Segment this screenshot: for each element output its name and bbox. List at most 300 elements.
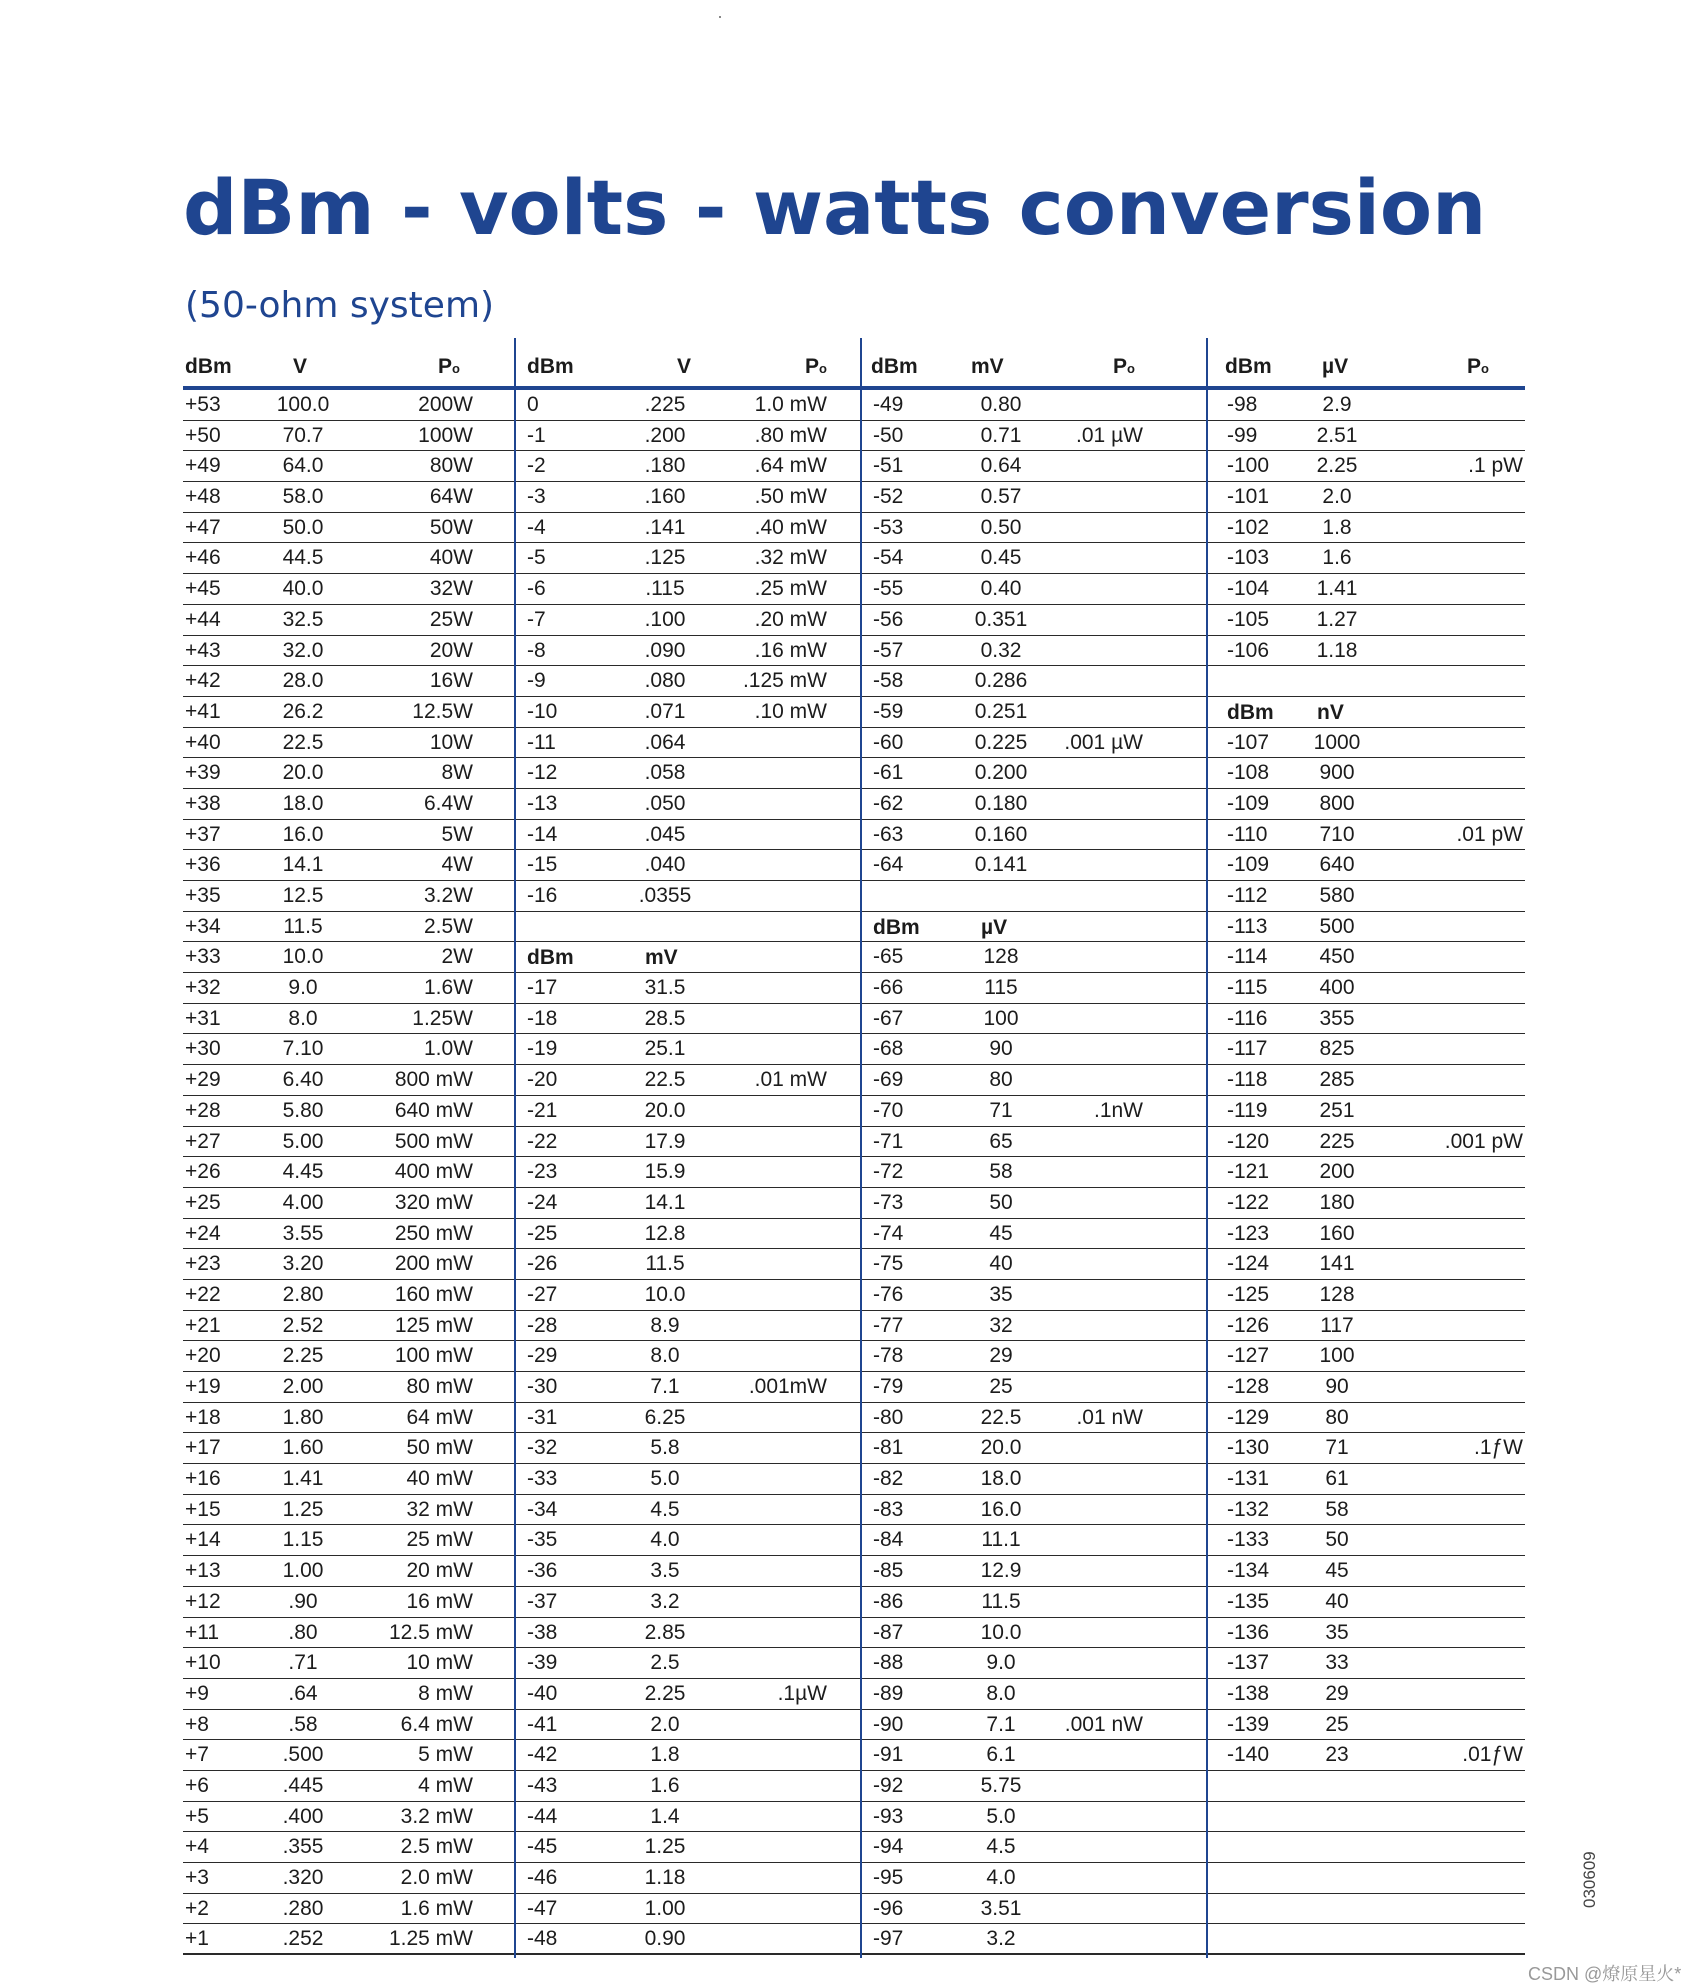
cell-dbm: -102 bbox=[1227, 515, 1270, 539]
table-row bbox=[861, 1219, 1207, 1250]
cell-value: 4.00 bbox=[282, 1190, 324, 1214]
cell-dbm: -15 bbox=[527, 853, 558, 877]
table-row bbox=[515, 1587, 861, 1618]
cell-value: 1.6 bbox=[650, 1773, 680, 1797]
cell-dbm: -83 bbox=[873, 1497, 904, 1521]
cell-value: 90 bbox=[989, 1037, 1013, 1061]
table-row bbox=[183, 574, 515, 605]
cell-dbm: -75 bbox=[873, 1252, 904, 1276]
cell-dbm: -18 bbox=[527, 1006, 558, 1030]
table-row bbox=[515, 1924, 861, 1955]
cell-po: .25 mW bbox=[754, 577, 827, 601]
cell-value: 400 bbox=[1319, 976, 1355, 1000]
cell-po: 40W bbox=[429, 546, 473, 570]
cell-dbm: +1 bbox=[185, 1927, 209, 1951]
table-row bbox=[861, 973, 1207, 1004]
cell-po: 6.4 mW bbox=[400, 1712, 473, 1736]
cell-dbm: -31 bbox=[527, 1405, 558, 1429]
table-row bbox=[183, 850, 515, 881]
cell-po: .001 pW bbox=[1444, 1129, 1523, 1153]
table-row bbox=[183, 1924, 515, 1955]
cell-po: 5W bbox=[441, 822, 473, 846]
cell-value: .040 bbox=[644, 853, 686, 877]
cell-dbm: -105 bbox=[1227, 607, 1270, 631]
table-row bbox=[1207, 1740, 1525, 1771]
table-row bbox=[1207, 850, 1525, 881]
table-row bbox=[515, 666, 861, 697]
cell-value: 500 bbox=[1319, 914, 1355, 938]
stray-dot bbox=[719, 16, 721, 18]
cell-value: 1.80 bbox=[282, 1405, 324, 1429]
cell-dbm: -98 bbox=[1227, 393, 1258, 416]
cell-dbm: +31 bbox=[185, 1006, 221, 1030]
table-row bbox=[861, 789, 1207, 820]
cell-value: 3.51 bbox=[980, 1896, 1022, 1920]
cell-dbm: -94 bbox=[873, 1835, 904, 1859]
cell-value: 35 bbox=[989, 1282, 1013, 1306]
cell-po: 5 mW bbox=[418, 1743, 473, 1767]
table-row bbox=[183, 482, 515, 513]
cell-dbm: -12 bbox=[527, 761, 558, 785]
cell-dbm: -19 bbox=[527, 1037, 558, 1061]
cell-value: 117 bbox=[1320, 1313, 1354, 1337]
cell-po: 2.5 mW bbox=[400, 1835, 473, 1859]
cell-dbm: -36 bbox=[527, 1559, 558, 1583]
cell-dbm: -103 bbox=[1227, 546, 1270, 570]
header-dbm: dBm bbox=[871, 355, 918, 378]
cell-po: .01 nW bbox=[1076, 1405, 1143, 1429]
cell-value: 0.45 bbox=[980, 546, 1022, 570]
cell-po: 200 mW bbox=[394, 1252, 473, 1276]
table-row bbox=[861, 758, 1207, 789]
table-row bbox=[1207, 1525, 1525, 1556]
table-row bbox=[861, 482, 1207, 513]
cell-value: 285 bbox=[1319, 1068, 1355, 1092]
cell-dbm: +21 bbox=[185, 1313, 221, 1337]
table-row bbox=[183, 1525, 515, 1556]
cell-value: 16.0 bbox=[980, 1497, 1022, 1521]
cell-value: 450 bbox=[1319, 945, 1355, 969]
cell-value: 1.41 bbox=[282, 1467, 324, 1491]
cell-dbm: -63 bbox=[873, 822, 904, 846]
cell-value: 22.5 bbox=[282, 730, 324, 754]
cell-po: 100W bbox=[418, 423, 473, 447]
table-row bbox=[515, 1372, 861, 1403]
cell-value: 1.00 bbox=[644, 1896, 686, 1920]
cell-po: 2.5W bbox=[423, 914, 473, 938]
cell-value: .045 bbox=[644, 822, 686, 846]
cell-value: 64.0 bbox=[282, 454, 324, 478]
cell-value: 3.55 bbox=[282, 1221, 324, 1245]
cell-dbm: -127 bbox=[1227, 1344, 1270, 1368]
cell-dbm: -57 bbox=[873, 638, 904, 662]
cell-value: 115 bbox=[984, 976, 1018, 1000]
cell-dbm: +3 bbox=[185, 1866, 209, 1889]
cell-value: 80 bbox=[989, 1068, 1013, 1092]
table-row bbox=[183, 1464, 515, 1495]
cell-po: 160 mW bbox=[394, 1282, 473, 1306]
cell-dbm: -101 bbox=[1227, 485, 1270, 509]
cell-dbm: -32 bbox=[527, 1436, 558, 1460]
cell-dbm: +24 bbox=[185, 1221, 221, 1245]
panel-2 bbox=[515, 338, 861, 1958]
table-row bbox=[861, 1280, 1207, 1311]
cell-dbm: -8 bbox=[527, 638, 546, 662]
cell-value: 8.0 bbox=[986, 1681, 1016, 1705]
cell-value: 8.0 bbox=[288, 1006, 318, 1030]
table-row bbox=[861, 1372, 1207, 1403]
cell-value: 2.80 bbox=[282, 1282, 324, 1306]
header-dbm: dBm bbox=[527, 355, 574, 378]
table-row bbox=[861, 850, 1207, 881]
cell-dbm: -110 bbox=[1227, 822, 1268, 846]
cell-dbm: -20 bbox=[527, 1068, 558, 1092]
table-row bbox=[1207, 1127, 1525, 1158]
table-row bbox=[1207, 1065, 1525, 1096]
table-row bbox=[515, 1464, 861, 1495]
table-row bbox=[515, 820, 861, 851]
cell-value: 17.9 bbox=[644, 1129, 686, 1153]
table-row bbox=[515, 1863, 861, 1894]
table-row bbox=[515, 1188, 861, 1219]
cell-dbm: -62 bbox=[873, 791, 904, 815]
cell-dbm: -78 bbox=[873, 1344, 904, 1368]
cell-dbm: +12 bbox=[185, 1589, 221, 1613]
panel-rows bbox=[515, 390, 861, 1955]
table-row bbox=[183, 942, 515, 973]
cell-dbm: +13 bbox=[185, 1559, 221, 1583]
cell-dbm: -9 bbox=[527, 669, 546, 693]
table-row bbox=[861, 1679, 1207, 1710]
cell-value: 71 bbox=[1325, 1436, 1349, 1460]
table-row bbox=[183, 1311, 515, 1342]
table-row bbox=[1207, 1341, 1525, 1372]
cell-value: 0.71 bbox=[980, 423, 1022, 447]
cell-value: 3.20 bbox=[282, 1252, 324, 1276]
cell-dbm: +43 bbox=[185, 638, 221, 662]
cell-po: 640 mW bbox=[394, 1098, 473, 1122]
table-row bbox=[515, 1034, 861, 1065]
cell-dbm: -56 bbox=[873, 607, 904, 631]
cell-po: .80 mW bbox=[754, 423, 827, 447]
page-subtitle: (50-ohm system) bbox=[185, 285, 495, 326]
table-row bbox=[183, 451, 515, 482]
table-row bbox=[1207, 666, 1525, 697]
table-row bbox=[1207, 1249, 1525, 1280]
cell-value: 1.60 bbox=[282, 1436, 324, 1460]
table-row bbox=[861, 820, 1207, 851]
cell-po: .64 mW bbox=[754, 454, 827, 478]
cell-value: 40 bbox=[1325, 1589, 1349, 1613]
table-row bbox=[1207, 543, 1525, 574]
cell-dbm: -71 bbox=[873, 1129, 904, 1153]
table-row bbox=[861, 1924, 1207, 1955]
table-row bbox=[515, 1280, 861, 1311]
cell-dbm: -123 bbox=[1227, 1221, 1270, 1245]
cell-po: 2.0 mW bbox=[400, 1866, 473, 1889]
table-row bbox=[861, 1464, 1207, 1495]
cell-po: .1nW bbox=[1093, 1098, 1143, 1122]
cell-po: .001 nW bbox=[1064, 1712, 1143, 1736]
cell-dbm: +48 bbox=[185, 485, 221, 509]
cell-po: 25W bbox=[429, 607, 473, 631]
cell-dbm: -77 bbox=[873, 1313, 904, 1337]
table-row bbox=[861, 1034, 1207, 1065]
header-value: µV bbox=[1322, 355, 1349, 378]
cell-dbm: -121 bbox=[1227, 1160, 1270, 1184]
cell-value: 5.0 bbox=[986, 1804, 1016, 1828]
subheader-unit: µV bbox=[981, 915, 1008, 939]
cell-dbm: -11 bbox=[527, 730, 556, 754]
table-row bbox=[515, 942, 861, 973]
cell-value: .58 bbox=[288, 1712, 318, 1736]
table-row bbox=[1207, 789, 1525, 820]
cell-value: 28.0 bbox=[282, 669, 324, 693]
cell-dbm: -125 bbox=[1227, 1282, 1270, 1306]
cell-dbm: -5 bbox=[527, 546, 546, 570]
cell-dbm: -97 bbox=[873, 1927, 904, 1951]
cell-po: 16 mW bbox=[406, 1589, 473, 1613]
cell-po: 64W bbox=[429, 485, 473, 509]
cell-dbm: -104 bbox=[1227, 577, 1270, 601]
cell-dbm: -45 bbox=[527, 1835, 558, 1859]
cell-dbm: -51 bbox=[873, 454, 904, 478]
cell-value: 640 bbox=[1319, 853, 1355, 877]
table-row bbox=[1207, 1004, 1525, 1035]
cell-value: 26.2 bbox=[282, 699, 324, 723]
cell-value: 0.32 bbox=[980, 638, 1022, 662]
table-row bbox=[1207, 1832, 1525, 1863]
table-row bbox=[861, 1065, 1207, 1096]
table-row bbox=[1207, 1311, 1525, 1342]
table-row bbox=[515, 543, 861, 574]
cell-value: 1.25 bbox=[282, 1497, 324, 1521]
cell-dbm: -113 bbox=[1227, 914, 1268, 938]
cell-dbm: -25 bbox=[527, 1221, 558, 1245]
cell-dbm: -96 bbox=[873, 1896, 904, 1920]
cell-dbm: -124 bbox=[1227, 1252, 1270, 1276]
cell-value: .252 bbox=[282, 1927, 324, 1951]
cell-dbm: -128 bbox=[1227, 1375, 1270, 1398]
cell-value: 141 bbox=[1319, 1252, 1355, 1276]
cell-value: 2.00 bbox=[282, 1375, 324, 1398]
cell-value: 71 bbox=[989, 1098, 1013, 1122]
table-row bbox=[515, 451, 861, 482]
cell-dbm: -38 bbox=[527, 1620, 558, 1644]
cell-value: 18.0 bbox=[282, 791, 324, 815]
cell-value: 4.5 bbox=[650, 1497, 680, 1521]
table-row bbox=[515, 421, 861, 452]
table-row bbox=[515, 1679, 861, 1710]
table-row bbox=[1207, 1894, 1525, 1925]
cell-value: 0.141 bbox=[974, 853, 1028, 877]
cell-dbm: -91 bbox=[873, 1743, 904, 1767]
cell-value: 2.25 bbox=[644, 1681, 686, 1705]
cell-value: 40 bbox=[989, 1252, 1013, 1276]
cell-value: 0.90 bbox=[644, 1927, 686, 1951]
cell-po: 1.0W bbox=[423, 1037, 473, 1061]
conversion-table bbox=[183, 338, 1525, 1958]
cell-value: 1.18 bbox=[644, 1866, 686, 1889]
cell-value: 7.1 bbox=[986, 1712, 1016, 1736]
cell-dbm: -3 bbox=[527, 485, 546, 509]
table-row bbox=[1207, 1188, 1525, 1219]
table-row bbox=[515, 1556, 861, 1587]
cell-value: 58.0 bbox=[282, 485, 324, 509]
table-row bbox=[183, 1219, 515, 1250]
table-row bbox=[515, 1740, 861, 1771]
table-row bbox=[1207, 390, 1525, 421]
cell-value: .225 bbox=[644, 393, 686, 416]
cell-dbm: -106 bbox=[1227, 638, 1270, 662]
cell-po: 80W bbox=[429, 454, 473, 478]
cell-value: .080 bbox=[644, 669, 686, 693]
cell-value: 58 bbox=[989, 1160, 1013, 1184]
table-row bbox=[183, 1188, 515, 1219]
cell-value: 2.25 bbox=[282, 1344, 324, 1368]
cell-value: .050 bbox=[644, 791, 686, 815]
cell-value: .0355 bbox=[638, 884, 692, 907]
cell-value: 2.85 bbox=[644, 1620, 686, 1644]
cell-value: 10.0 bbox=[282, 945, 324, 969]
cell-dbm: -55 bbox=[873, 577, 904, 601]
table-row bbox=[183, 636, 515, 667]
cell-value: 20.0 bbox=[980, 1436, 1022, 1460]
cell-dbm: +23 bbox=[185, 1252, 221, 1276]
panel-header bbox=[1207, 338, 1525, 388]
side-code: 030609 bbox=[1580, 1851, 1599, 1908]
cell-value: 3.2 bbox=[650, 1589, 680, 1613]
cell-po: .001 µW bbox=[1064, 730, 1143, 754]
table-row bbox=[861, 1710, 1207, 1741]
table-row bbox=[861, 1341, 1207, 1372]
cell-po: .01ƒW bbox=[1462, 1743, 1523, 1767]
cell-value: .90 bbox=[288, 1589, 318, 1613]
table-row bbox=[515, 1219, 861, 1250]
table-row bbox=[183, 1341, 515, 1372]
table-row bbox=[861, 1740, 1207, 1771]
cell-po: 1.6W bbox=[423, 976, 473, 1000]
cell-dbm: -65 bbox=[873, 945, 904, 969]
table-row bbox=[861, 881, 1207, 912]
header-po: Po bbox=[1113, 355, 1135, 378]
table-row bbox=[183, 1648, 515, 1679]
cell-value: 11.5 bbox=[283, 914, 323, 938]
cell-dbm: -61 bbox=[873, 761, 904, 785]
cell-po: 20W bbox=[429, 638, 473, 662]
table-row bbox=[515, 1096, 861, 1127]
table-row bbox=[515, 1832, 861, 1863]
table-row bbox=[861, 912, 1207, 943]
subheader-unit: nV bbox=[1317, 700, 1344, 724]
cell-dbm: -30 bbox=[527, 1375, 558, 1398]
cell-dbm: +47 bbox=[185, 515, 221, 539]
table-row bbox=[515, 390, 861, 421]
table-row bbox=[183, 1280, 515, 1311]
cell-dbm: +28 bbox=[185, 1098, 221, 1122]
cell-po: 3.2 mW bbox=[400, 1804, 473, 1828]
table-row bbox=[515, 1710, 861, 1741]
cell-dbm: -119 bbox=[1227, 1098, 1268, 1122]
cell-value: 128 bbox=[983, 945, 1019, 969]
table-row bbox=[183, 697, 515, 728]
cell-value: 1.27 bbox=[1316, 607, 1358, 631]
cell-po: 40 mW bbox=[406, 1467, 473, 1491]
cell-value: 1.41 bbox=[1316, 577, 1358, 601]
cell-value: 710 bbox=[1319, 822, 1355, 846]
cell-dbm: -23 bbox=[527, 1160, 558, 1184]
table-row bbox=[183, 1894, 515, 1925]
table-row bbox=[515, 482, 861, 513]
table-row bbox=[515, 789, 861, 820]
cell-value: .280 bbox=[282, 1896, 324, 1920]
table-row bbox=[515, 973, 861, 1004]
table-row bbox=[183, 421, 515, 452]
table-row bbox=[1207, 1587, 1525, 1618]
cell-po: 10 mW bbox=[406, 1651, 473, 1675]
table-row bbox=[861, 1249, 1207, 1280]
cell-dbm: +29 bbox=[185, 1068, 221, 1092]
cell-po: .50 mW bbox=[754, 485, 827, 509]
table-row bbox=[515, 1802, 861, 1833]
cell-dbm: -24 bbox=[527, 1190, 558, 1214]
cell-dbm: -67 bbox=[873, 1006, 904, 1030]
table-row bbox=[515, 1341, 861, 1372]
cell-value: 5.75 bbox=[980, 1773, 1022, 1797]
table-row bbox=[861, 1127, 1207, 1158]
cell-dbm: -86 bbox=[873, 1589, 904, 1613]
cell-value: 1000 bbox=[1313, 730, 1361, 754]
table-row bbox=[183, 390, 515, 421]
cell-po: 100 mW bbox=[394, 1344, 473, 1368]
cell-dbm: +40 bbox=[185, 730, 221, 754]
panel-4 bbox=[1207, 338, 1525, 1958]
cell-value: 4.0 bbox=[986, 1866, 1016, 1889]
cell-dbm: -73 bbox=[873, 1190, 904, 1214]
table-row bbox=[183, 1863, 515, 1894]
table-row bbox=[861, 1495, 1207, 1526]
cell-dbm: +42 bbox=[185, 669, 221, 693]
cell-value: .071 bbox=[644, 699, 686, 723]
header-po: Po bbox=[438, 355, 460, 378]
cell-value: 1.00 bbox=[282, 1559, 324, 1583]
cell-value: .400 bbox=[282, 1804, 324, 1828]
table-row bbox=[861, 1188, 1207, 1219]
cell-value: 44.5 bbox=[282, 546, 324, 570]
cell-value: 10.0 bbox=[644, 1282, 686, 1306]
panel-1 bbox=[183, 338, 515, 1958]
cell-dbm: +2 bbox=[185, 1896, 209, 1920]
cell-value: .71 bbox=[288, 1651, 318, 1675]
table-row bbox=[515, 1894, 861, 1925]
table-row bbox=[1207, 1034, 1525, 1065]
cell-value: 1.8 bbox=[650, 1743, 680, 1767]
cell-po: .01 pW bbox=[1456, 822, 1523, 846]
table-row bbox=[515, 636, 861, 667]
cell-value: 32 bbox=[989, 1313, 1013, 1337]
table-row bbox=[861, 451, 1207, 482]
cell-dbm: -140 bbox=[1227, 1743, 1270, 1767]
cell-dbm: -29 bbox=[527, 1344, 558, 1368]
cell-dbm: -17 bbox=[527, 976, 558, 1000]
cell-dbm: -13 bbox=[527, 791, 558, 815]
cell-dbm: -72 bbox=[873, 1160, 904, 1184]
table-row bbox=[515, 728, 861, 759]
table-row bbox=[183, 1372, 515, 1403]
cell-po: 12.5W bbox=[412, 699, 473, 723]
cell-po: .001mW bbox=[748, 1375, 827, 1398]
cell-dbm: -136 bbox=[1227, 1620, 1270, 1644]
